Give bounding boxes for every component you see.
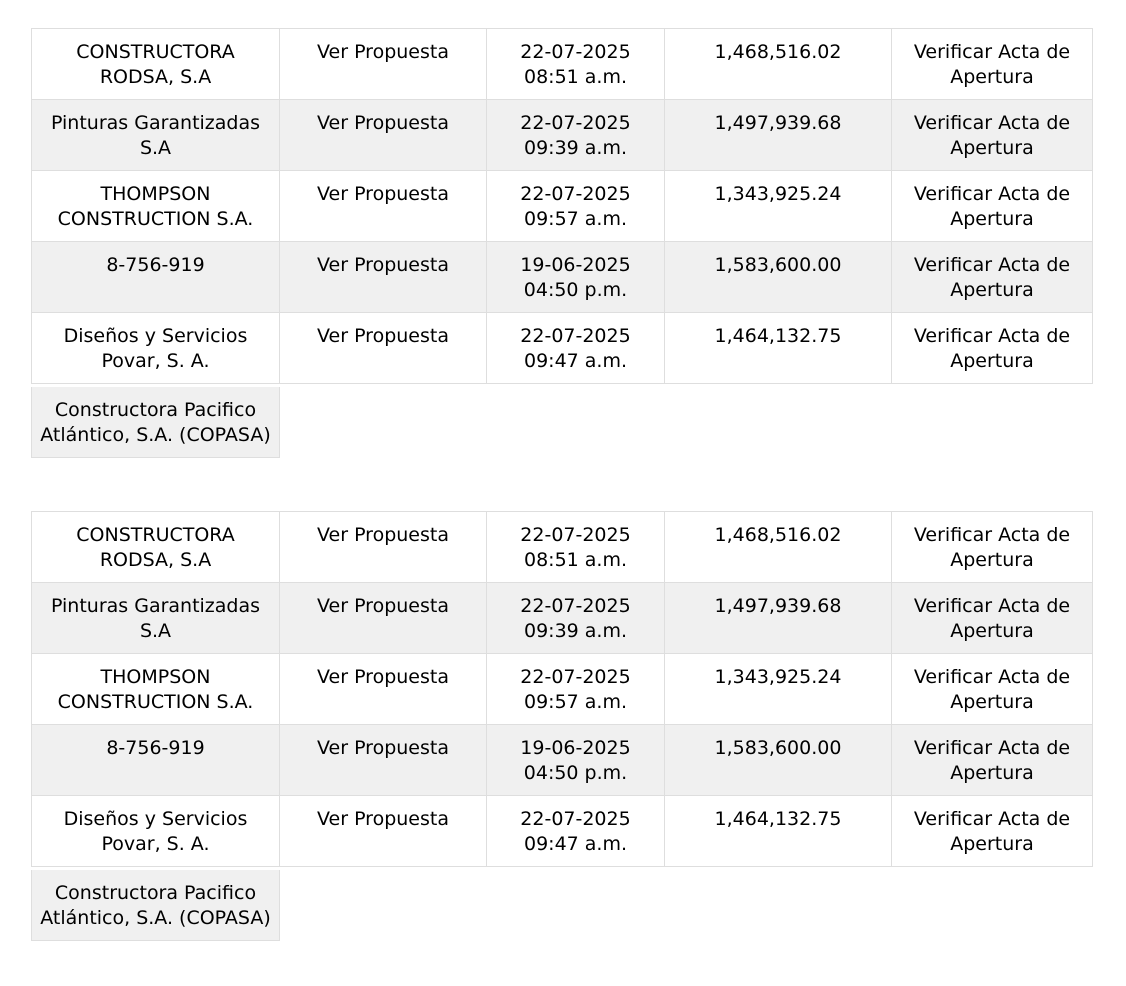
submission-datetime	[487, 583, 665, 654]
submission-date: 22-07-2025	[520, 41, 631, 63]
submission-time: 04:50 p.m.	[523, 279, 628, 301]
table-row	[32, 171, 1093, 242]
bidder-name: Pinturas Garantizadas S.A	[32, 100, 280, 171]
view-proposal-link[interactable]: Ver Propuesta	[317, 325, 449, 347]
submission-time: 08:51 a.m.	[523, 66, 628, 88]
submission-time: 09:47 a.m.	[523, 833, 628, 855]
view-proposal-link[interactable]: Ver Propuesta	[317, 737, 449, 759]
submission-date: 22-07-2025	[520, 524, 631, 546]
bid-amount: 1,464,132.75	[665, 796, 892, 867]
submission-time: 09:39 a.m.	[523, 620, 628, 642]
submission-date: 22-07-2025	[520, 183, 631, 205]
submission-datetime	[487, 725, 665, 796]
bids-table	[31, 28, 1093, 384]
verify-opening-act-link[interactable]: Verificar Acta de Apertura	[913, 183, 1071, 230]
table-row	[32, 100, 1093, 171]
submission-datetime	[487, 313, 665, 384]
submission-date: 22-07-2025	[520, 666, 631, 688]
submission-date: 22-07-2025	[520, 325, 631, 347]
submission-time: 09:39 a.m.	[523, 137, 628, 159]
bid-amount: 1,468,516.02	[665, 29, 892, 100]
bidder-name: Diseños y Servicios Povar, S. A.	[32, 796, 280, 867]
bid-amount: 1,343,925.24	[665, 171, 892, 242]
bidder-name: THOMPSON CONSTRUCTION S.A.	[32, 171, 280, 242]
bidder-name-extra: Constructora Pacifico Atlántico, S.A. (COPASA)	[31, 387, 280, 458]
bids-table	[31, 511, 1093, 867]
table-row	[32, 242, 1093, 313]
submission-date: 19-06-2025	[520, 737, 631, 759]
bidder-name: CONSTRUCTORA RODSA, S.A	[32, 29, 280, 100]
table-row	[32, 725, 1093, 796]
verify-opening-act-link[interactable]: Verificar Acta de Apertura	[913, 808, 1071, 855]
submission-datetime	[487, 796, 665, 867]
submission-datetime	[487, 100, 665, 171]
verify-opening-act-link[interactable]: Verificar Acta de Apertura	[913, 595, 1071, 642]
bidder-name: Diseños y Servicios Povar, S. A.	[32, 313, 280, 384]
submission-date: 22-07-2025	[520, 112, 631, 134]
submission-time: 04:50 p.m.	[523, 762, 628, 784]
bidder-name: CONSTRUCTORA RODSA, S.A	[32, 512, 280, 583]
bids-table-1	[31, 28, 1092, 446]
table-row	[32, 583, 1093, 654]
submission-date: 22-07-2025	[520, 595, 631, 617]
view-proposal-link[interactable]: Ver Propuesta	[317, 666, 449, 688]
bid-amount: 1,583,600.00	[665, 725, 892, 796]
bidder-name: THOMPSON CONSTRUCTION S.A.	[32, 654, 280, 725]
submission-datetime	[487, 29, 665, 100]
verify-opening-act-link[interactable]: Verificar Acta de Apertura	[913, 666, 1071, 713]
submission-time: 09:57 a.m.	[523, 691, 628, 713]
view-proposal-link[interactable]: Ver Propuesta	[317, 41, 449, 63]
table-row	[32, 654, 1093, 725]
bid-amount: 1,497,939.68	[665, 100, 892, 171]
submission-date: 22-07-2025	[520, 808, 631, 830]
bidder-name: 8-756-919	[32, 242, 280, 313]
bid-amount: 1,468,516.02	[665, 512, 892, 583]
view-proposal-link[interactable]: Ver Propuesta	[317, 112, 449, 134]
verify-opening-act-link[interactable]: Verificar Acta de Apertura	[913, 524, 1071, 571]
submission-datetime	[487, 242, 665, 313]
table-row	[32, 29, 1093, 100]
view-proposal-link[interactable]: Ver Propuesta	[317, 254, 449, 276]
table-row	[32, 313, 1093, 384]
bidder-name: 8-756-919	[32, 725, 280, 796]
verify-opening-act-link[interactable]: Verificar Acta de Apertura	[913, 325, 1071, 372]
bid-amount: 1,497,939.68	[665, 583, 892, 654]
submission-datetime	[487, 512, 665, 583]
view-proposal-link[interactable]: Ver Propuesta	[317, 183, 449, 205]
bid-amount: 1,464,132.75	[665, 313, 892, 384]
bid-amount: 1,343,925.24	[665, 654, 892, 725]
submission-datetime	[487, 654, 665, 725]
bids-table-2	[31, 511, 1092, 929]
bidder-name: Pinturas Garantizadas S.A	[32, 583, 280, 654]
submission-time: 09:47 a.m.	[523, 350, 628, 372]
view-proposal-link[interactable]: Ver Propuesta	[317, 595, 449, 617]
view-proposal-link[interactable]: Ver Propuesta	[317, 808, 449, 830]
submission-date: 19-06-2025	[520, 254, 631, 276]
table-row	[32, 796, 1093, 867]
submission-time: 09:57 a.m.	[523, 208, 628, 230]
submission-datetime	[487, 171, 665, 242]
bidder-name-extra: Constructora Pacifico Atlántico, S.A. (COPASA)	[31, 870, 280, 941]
verify-opening-act-link[interactable]: Verificar Acta de Apertura	[913, 254, 1071, 301]
submission-time: 08:51 a.m.	[523, 549, 628, 571]
table-row	[32, 512, 1093, 583]
verify-opening-act-link[interactable]: Verificar Acta de Apertura	[913, 737, 1071, 784]
verify-opening-act-link[interactable]: Verificar Acta de Apertura	[913, 41, 1071, 88]
verify-opening-act-link[interactable]: Verificar Acta de Apertura	[913, 112, 1071, 159]
view-proposal-link[interactable]: Ver Propuesta	[317, 524, 449, 546]
bid-amount: 1,583,600.00	[665, 242, 892, 313]
